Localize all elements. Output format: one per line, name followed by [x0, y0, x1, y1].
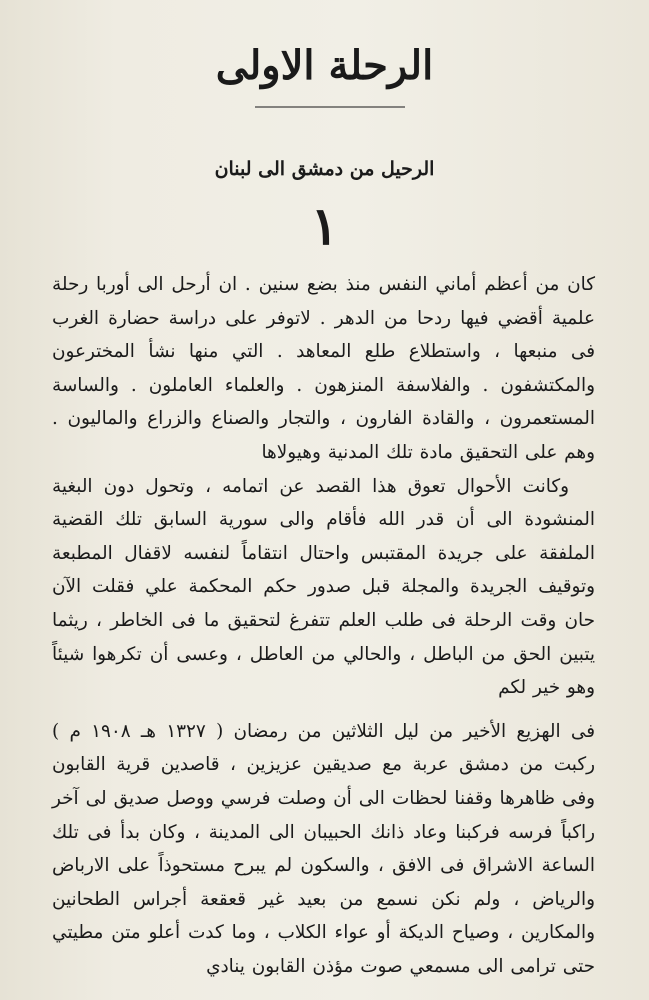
paragraph-1: كان من أعظم أماني النفس منذ بضع سنين . ان أرحل الى أوربا رحلة علمية أقضي فيها ردحا من الدهر . لاتوفر على دراسة حضارة الغرب فى منبعها ، واستطلاع طلع المعاهد . التي منها نشأ المخترعون والمكتشفون . والفلاسفة المنزهون . والعلماء العاملون . والساسة المستعمرون ، والقادة الفارون ، والتجار والصناع والزراع والماليون . وهم على التحقيق مادة تلك المدنية وهيولاها	[52, 274, 595, 463]
title-rule	[255, 106, 405, 108]
section-subtitle: الرحيل من دمشق الى لبنان	[214, 158, 435, 180]
paragraph-2: وكانت الأحوال تعوق هذا القصد عن اتمامه ، وتحول دون البغية المنشودة الى أن قدر الله فأقام والى سورية السابق تلك القضية الملفقة على جريدة المقتبس واحتال انتقاماً لنفسه لاقفال المطبعة وتوقيف الجريدة والمجلة قبل صدور حكم المحكمة علي فقلت الآن حان وقت الرحلة فى طلب العلم تتفرغ لتحقيق ما فى الخاطر ، ريثما يتبين الحق من الباطل ، والحالي من العاطل ، وعسى أن تكرهوا شيئاً وهو خير لكم	[52, 475, 595, 699]
page-title: الرحلة الاولى	[215, 42, 434, 89]
paragraph-3: فى الهزيع الأخير من ليل الثلاثين من رمضان ( ١٣٢٧ هـ ١٩٠٨ م ) ركبت من دمشق عربة مع صديقين عزيزين ، قاصدين قرية القابون وفى ظاهرها وقفنا لحظات الى أن وصلت فرسي ووصل صديق لى آخر راكباً فرسه فركبنا وعاد ذانك الحبيبان الى المدينة ، وكان بدأ فى تلك الساعة الاشراق فى الافق ، والسكون لم يبرح مستحوذاً على الارباض والرياض ، ولم نكن نسمع من بعيد غير قعقعة أجراس الطحانين والمكارين ، وصياح الديكة أو عواء الكلاب ، وما كدت أعلو متن مطيتي حتى ترامى الى مسمعي صوت مؤذن القابون ينادي	[52, 720, 595, 977]
body-text	[52, 268, 595, 983]
chapter-number: ١	[310, 196, 339, 257]
